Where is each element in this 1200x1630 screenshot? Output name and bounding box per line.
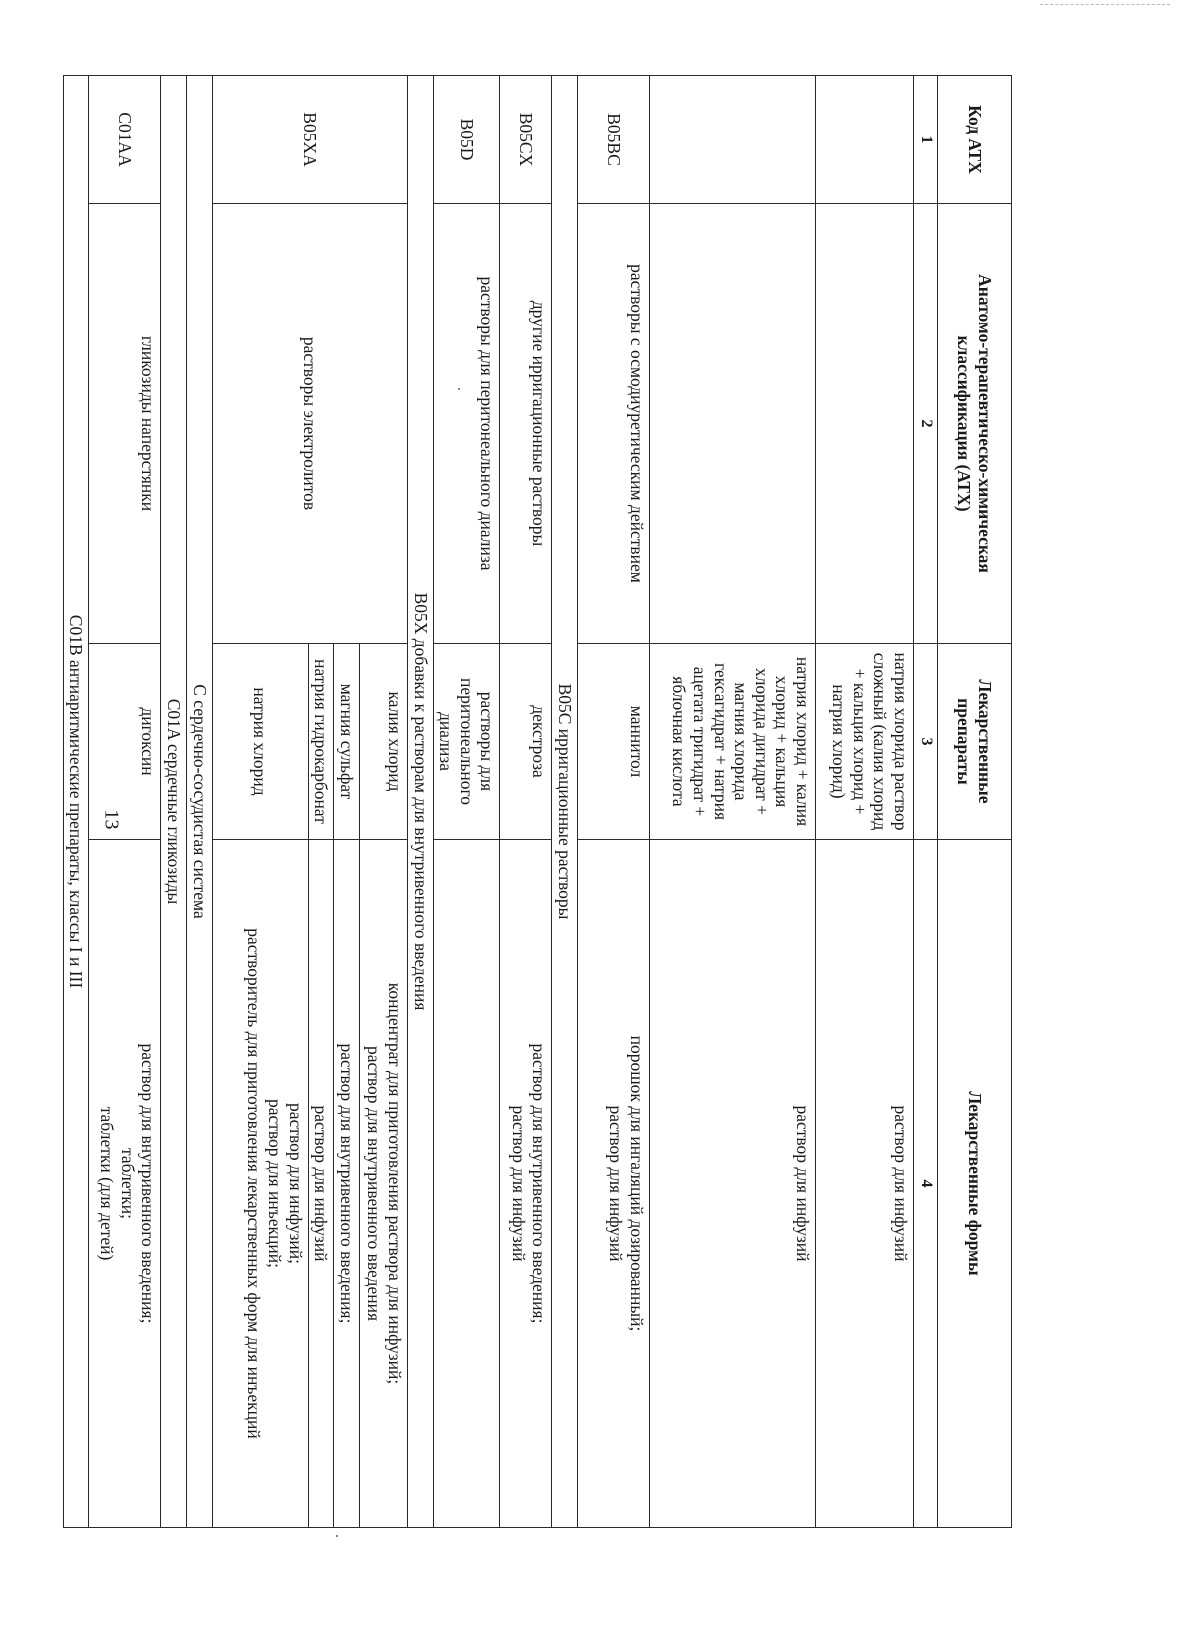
form-cell: раствор для внутривенного введения; [334,840,360,1528]
header-drugs: Лекарственные препараты [938,644,1012,840]
drug-cell: натрия хлорид [212,644,308,840]
page-number: 13 [100,809,123,830]
section-b05x: B05X добавки к растворам для внутривенного введения [407,76,433,1528]
header-forms: Лекарственные формы [938,840,1012,1528]
code-cell: B05BC [578,76,650,204]
form-line: таблетки; [117,1148,138,1219]
section-row [407,76,433,1528]
form-line: раствор для инъекций; [265,1098,285,1269]
form-line: раствор для внутривенного введения; [529,1043,550,1324]
drug-cell: натрия хлорид + калия хлорид + кальция хлорида дигидрат + магния хлорида гексагидрат + натрия ацетата тригидрат + яблочная кислота [650,644,816,840]
table-row [650,76,816,1528]
section-c01b: C01B антиаритмические препараты, классы I и III [63,76,89,1528]
form-cell [500,840,552,1528]
drug-cell: натрия гидрокарбонат [308,644,334,840]
table-row [89,76,161,1528]
class-cell: растворы для перитонеального диализа [433,204,500,644]
form-line: порошок для ингаляций дозированный; [627,1035,648,1332]
table-row [500,76,552,1528]
class-cell [650,204,816,644]
table-row [816,76,914,1528]
form-line: раствор для внутривенного введения [364,1045,385,1322]
section-c01a: C01A сердечные гликозиды [161,76,187,1528]
code-cell [816,76,914,204]
form-line: раствор для внутривенного введения; [138,1043,159,1324]
code-cell: B05D [433,76,500,204]
drug-cell: дигоксин [89,644,161,840]
form-cell [89,840,161,1528]
class-cell: растворы электролитов [212,204,407,644]
col-num-2: 2 [914,204,938,644]
scan-speck [458,388,460,390]
scan-artifact [1040,4,1170,5]
scan-speck [336,1535,338,1537]
code-cell: C01AA [89,76,161,204]
form-cell [359,840,407,1528]
drug-cell: декстроза [500,644,552,840]
col-num-3: 3 [914,644,938,840]
form-line: раствор для инфузий; [285,1103,306,1264]
drug-cell: растворы для перитонеального диализа [433,644,500,840]
form-line: растворитель для приготовления лекарственных форм для инъекций [244,928,265,1439]
section-row [63,76,89,1528]
section-b05c: B05C ирригационные растворы [552,76,578,1528]
drug-cell: маннитол [578,644,650,840]
section-c: C сердечно-сосудистая система [187,76,213,1528]
class-cell: растворы с осмодиуретическим действием [578,204,650,644]
form-line: раствор для инфузий [508,1105,529,1262]
drug-cell: калия хлорид [359,644,407,840]
code-cell: B05CX [500,76,552,204]
header-classification: Анатомо-терапевтическо-химическая классификация (АТХ) [938,204,1012,644]
section-row [161,76,187,1528]
drug-cell: натрия хлорида раствор сложный (калия хлорид + кальция хлорид + натрия хлорид) [816,644,914,840]
form-line: таблетки (для детей) [97,1106,118,1261]
column-number-row [914,76,938,1528]
form-line: концентрат для приготовления раствора для инфузий; [384,982,405,1385]
form-cell: раствор для инфузий [816,840,914,1528]
drug-cell: магния сульфат [334,644,360,840]
section-row [187,76,213,1528]
class-cell: гликозиды наперстянки [89,204,161,644]
col-num-1: 1 [914,76,938,204]
table-row [433,76,500,1528]
form-cell: раствор для инфузий [308,840,334,1528]
atx-table [63,75,1012,1528]
form-line: раствор для инфузий [606,1105,627,1262]
col-num-4: 4 [914,840,938,1528]
code-cell [650,76,816,204]
class-cell [816,204,914,644]
class-cell: другие ирригационные растворы [500,204,552,644]
code-cell: B05XA [212,76,407,204]
form-cell [433,840,500,1528]
form-cell [578,840,650,1528]
header-code: Код АТХ [938,76,1012,204]
table-row [359,76,407,1528]
form-cell [212,840,308,1528]
table-row [578,76,650,1528]
form-cell: раствор для инфузий [650,840,816,1528]
section-row [552,76,578,1528]
header-row [938,76,1012,1528]
